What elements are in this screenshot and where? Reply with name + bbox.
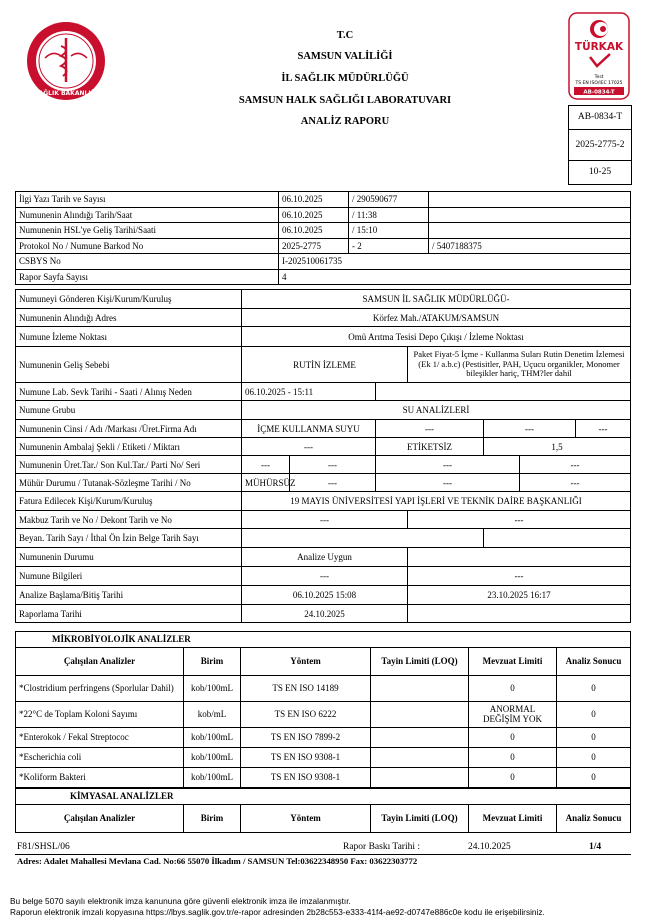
declaration-value (242, 529, 484, 548)
row-label: Numunenin Durumu (16, 548, 242, 567)
table-row (16, 511, 631, 529)
row-value: 2025-2775 (279, 238, 349, 254)
row-value (429, 192, 631, 208)
analysis-limit: 0 (469, 727, 557, 747)
dekont-value: --- (408, 511, 631, 529)
row-value (429, 207, 631, 223)
invoice-value: 19 MAYIS ÜNİVERSİTESİ YAPI İŞLERİ VE TEKNİK DAİRE BAŞKANLIĞI (242, 492, 631, 511)
analysis-method: TS EN ISO 6222 (241, 701, 371, 727)
row-label: Numunenin HSL'ye Geliş Tarihi/Saati (16, 223, 279, 239)
seal-value-2: --- (290, 474, 376, 492)
micro-title: MİKROBİYOLOJİK ANALİZLER (16, 632, 631, 648)
analysis-result: 0 (557, 701, 631, 727)
col-header: Birim (184, 647, 241, 675)
col-header: Yöntem (241, 804, 371, 832)
point-value: Omü Arıtma Tesisi Depo Çıkışı / İzleme Noktası (242, 327, 631, 347)
analysis-method: TS EN ISO 7899-2 (241, 727, 371, 747)
row-label: Numunenin Üret.Tar./ Son Kul.Tar./ Parti No/ Seri (16, 456, 242, 474)
header-valilik: SAMSUN VALİLİĞİ (297, 51, 393, 62)
analysis-unit: kob/100mL (184, 727, 241, 747)
analysis-name: *Clostridium perfringens (Sporlular Dahil) (16, 675, 184, 701)
row-value (429, 223, 631, 239)
row-label: Numunenin Alındığı Tarih/Saat (16, 207, 279, 223)
erapor-link-note[interactable]: Raporun elektronik imzalı kopyasına https://lbys.saglik.gov.tr/e-rapor adresinden 2b28c553-e333-41f4-ae92-d0747e886c0e kodu ile erişebilirsiniz. (10, 907, 545, 917)
form-code: F81/SHSL/06 (17, 842, 70, 852)
table-row (16, 605, 631, 623)
declaration-value-2 (484, 529, 631, 548)
table-row (16, 789, 631, 805)
row-label: Numunenin Ambalaj Şekli / Etiketi / Miktarı (16, 438, 242, 456)
table-row (16, 192, 631, 208)
analysis-loq (371, 767, 469, 787)
row-label: Mühür Durumu / Tutanak-Sözleşme Tarihi / No (16, 474, 242, 492)
analysis-name: *Escherichia coli (16, 747, 184, 767)
report-date: 24.10.2025 (242, 605, 408, 623)
row-value: 06.10.2025 (279, 207, 349, 223)
print-date-label: Rapor Baskı Tarihi : (343, 842, 420, 852)
table-row (16, 420, 631, 438)
row-label: Numune İzleme Noktası (16, 327, 242, 347)
table-header-row (16, 804, 631, 832)
analysis-unit: kob/mL (184, 701, 241, 727)
svg-text:Test: Test (594, 75, 604, 80)
micro-analysis-table (15, 631, 631, 788)
analysis-result: 0 (557, 767, 631, 787)
table-row (16, 529, 631, 548)
row-label: CSBYS No (16, 254, 279, 270)
package-value: --- (242, 438, 376, 456)
report-codes (568, 105, 632, 185)
seal-value-4: --- (520, 474, 631, 492)
row-label: Numuneyi Gönderen Kişi/Kurum/Kuruluş (16, 290, 242, 309)
esign-note: Bu belge 5070 sayılı elektronik imza kanununa göre güvenli elektronik imza ile imzalanmıştır. (10, 896, 351, 906)
row-label: Numune Grubu (16, 401, 242, 420)
lab-address: Adres: Adalet Mahallesi Mevlana Cad. No:66 55070 İlkadım / SAMSUN Tel:03622348950 Fax: 03622303772 (17, 856, 418, 866)
col-header: Tayin Limiti (LOQ) (371, 804, 469, 832)
revision-code: 10-25 (588, 167, 612, 177)
table-row (16, 238, 631, 254)
col-header: Birim (184, 804, 241, 832)
status-empty (408, 548, 631, 567)
table-row (16, 309, 631, 327)
package-label-value: ETİKETSİZ (376, 438, 484, 456)
row-label: Makbuz Tarih ve No / Dekont Tarih ve No (16, 511, 242, 529)
analysis-result: 0 (557, 727, 631, 747)
analysis-unit: kob/100mL (184, 767, 241, 787)
row-label: Rapor Sayfa Sayısı (16, 269, 279, 285)
header-mudurluk: İL SAĞLIK MÜDÜRLÜĞÜ (281, 73, 409, 84)
col-header: Mevzuat Limiti (469, 647, 557, 675)
table-row (16, 290, 631, 309)
ministry-logo (25, 20, 107, 102)
row-label: Numunenin Cinsi / Adı /Markası /Üret.Firma Adı (16, 420, 242, 438)
analysis-loq (371, 701, 469, 727)
chem-title: KİMYASAL ANALİZLER (16, 789, 631, 805)
status-value: Analize Uygun (242, 548, 408, 567)
table-row (16, 347, 631, 383)
row-label: İlgi Yazı Tarih ve Sayısı (16, 192, 279, 208)
header-tc: T.C (336, 30, 354, 41)
type-value-2: --- (376, 420, 484, 438)
svg-text:TS EN ISO/IEC 17025: TS EN ISO/IEC 17025 (575, 81, 623, 86)
analysis-limit: 0 (469, 747, 557, 767)
row-value: 06.10.2025 (279, 192, 349, 208)
page-number: 1/4 (589, 842, 602, 852)
sender-value: SAMSUN İL SAĞLIK MÜDÜRLÜĞÜ- (242, 290, 631, 309)
col-header: Mevzuat Limiti (469, 804, 557, 832)
analysis-unit: kob/100mL (184, 747, 241, 767)
row-label: Beyan. Tarih Sayı / İthal Ön İzin Belge Tarih Sayı (16, 529, 242, 548)
group-value: SU ANALİZLERİ (242, 401, 631, 420)
row-value: / 15:10 (349, 223, 429, 239)
serial-no: --- (520, 456, 631, 474)
analysis-start: 06.10.2025 15:08 (242, 586, 408, 605)
row-value: 4 (279, 269, 631, 285)
table-row (16, 632, 631, 648)
analysis-limit: ANORMAL DEĞİŞİM YOK (469, 701, 557, 727)
table-row (16, 223, 631, 239)
row-label: Analize Başlama/Bitiş Tarihi (16, 586, 242, 605)
analysis-name: *Koliform Bakteri (16, 767, 184, 787)
table-row (16, 327, 631, 347)
table-row (16, 254, 631, 270)
col-header: Çalışılan Analizler (16, 804, 184, 832)
analysis-loq (371, 727, 469, 747)
type-value-3: --- (484, 420, 576, 438)
seal-value-3: --- (376, 474, 520, 492)
row-label: Fatura Edilecek Kişi/Kurum/Kuruluş (16, 492, 242, 511)
sampleinfo-value-2: --- (408, 567, 631, 586)
header-lab: SAMSUN HALK SAĞLIĞI LABORATUVARI (238, 95, 452, 106)
table-row (16, 586, 631, 605)
analysis-unit: kob/100mL (184, 675, 241, 701)
chem-analysis-table (15, 788, 631, 833)
batch-no: --- (376, 456, 520, 474)
table-row (16, 548, 631, 567)
type-value-4: --- (576, 420, 631, 438)
table-row (16, 567, 631, 586)
receipt-value: --- (242, 511, 408, 529)
row-value: / 11:38 (349, 207, 429, 223)
table-row (16, 269, 631, 285)
table-row (16, 383, 631, 401)
lab-value: 06.10.2025 - 15:11 (242, 383, 376, 401)
table-row (16, 474, 631, 492)
accreditation-code: AB-0834-T (569, 106, 631, 130)
address-value: Körfez Mah./ATAKUM/SAMSUN (242, 309, 631, 327)
row-label: Numunenin Alındığı Adres (16, 309, 242, 327)
seal-value: MÜHÜRSÜZ (242, 474, 290, 492)
reason-detail: Paket Fiyat-5 İçme - Kullanma Suları Rutin Denetim İzlemesi (Ek 1/ a.b.c) (Pestisitler, PAH, Uçucu organikler, Monomer bileşikler hariç, THM?ler dahil (408, 347, 631, 383)
header-report-title: ANALİZ RAPORU (300, 116, 390, 127)
row-value: / 290590677 (349, 192, 429, 208)
type-value: İÇME KULLANMA SUYU (242, 420, 376, 438)
request-info-table (15, 191, 631, 285)
col-header: Analiz Sonucu (557, 804, 631, 832)
expiry-date: --- (290, 456, 376, 474)
table-row (16, 401, 631, 420)
table-row (16, 207, 631, 223)
row-label: Raporlama Tarihi (16, 605, 242, 623)
col-header: Yöntem (241, 647, 371, 675)
row-label: Numune Lab. Sevk Tarihi - Saati / Alınış Neden (16, 383, 242, 401)
turkak-logo (568, 12, 630, 100)
analysis-method: TS EN ISO 9308-1 (241, 747, 371, 767)
analysis-loq (371, 675, 469, 701)
report-empty (408, 605, 631, 623)
analysis-end: 23.10.2025 16:17 (408, 586, 631, 605)
row-label: Numunenin Geliş Sebebi (16, 347, 242, 383)
col-header: Analiz Sonucu (557, 647, 631, 675)
reason-value: RUTİN İZLEME (242, 347, 408, 383)
svg-text:SAĞLIK BAKANLIĞI: SAĞLIK BAKANLIĞI (34, 90, 98, 97)
analysis-method: TS EN ISO 14189 (241, 675, 371, 701)
analysis-result: 0 (557, 675, 631, 701)
analysis-method: TS EN ISO 9308-1 (241, 767, 371, 787)
analysis-loq (371, 747, 469, 767)
sampleinfo-value: --- (242, 567, 408, 586)
table-row (16, 492, 631, 511)
analysis-result: 0 (557, 747, 631, 767)
lab-empty (376, 383, 631, 401)
table-row (16, 727, 631, 747)
sample-info-table (15, 289, 631, 623)
protocol-code: 2025-2775-2 (569, 130, 631, 161)
row-label: Protokol No / Numune Barkod No (16, 238, 279, 254)
analysis-limit: 0 (469, 767, 557, 787)
package-amount: 1,5 (484, 438, 631, 456)
table-row (16, 701, 631, 727)
print-date: 24.10.2025 (468, 842, 511, 852)
table-row (16, 456, 631, 474)
analysis-name: *Enterokok / Fekal Streptococ (16, 727, 184, 747)
row-value: - 2 (349, 238, 429, 254)
analysis-limit: 0 (469, 675, 557, 701)
svg-text:AB-0834-T: AB-0834-T (583, 89, 615, 96)
row-value: 06.10.2025 (279, 223, 349, 239)
table-row (16, 438, 631, 456)
col-header: Tayin Limiti (LOQ) (371, 647, 469, 675)
row-value: / 5407188375 (429, 238, 631, 254)
footer-divider (15, 854, 631, 855)
table-row (16, 747, 631, 767)
col-header: Çalışılan Analizler (16, 647, 184, 675)
table-row (16, 767, 631, 787)
svg-text:TÜRKAK: TÜRKAK (574, 41, 624, 53)
row-label: Numune Bilgileri (16, 567, 242, 586)
production-date: --- (242, 456, 290, 474)
row-value: I-202510061735 (279, 254, 631, 270)
table-row (16, 675, 631, 701)
analysis-name: *22°C de Toplam Koloni Sayımı (16, 701, 184, 727)
table-header-row (16, 647, 631, 675)
